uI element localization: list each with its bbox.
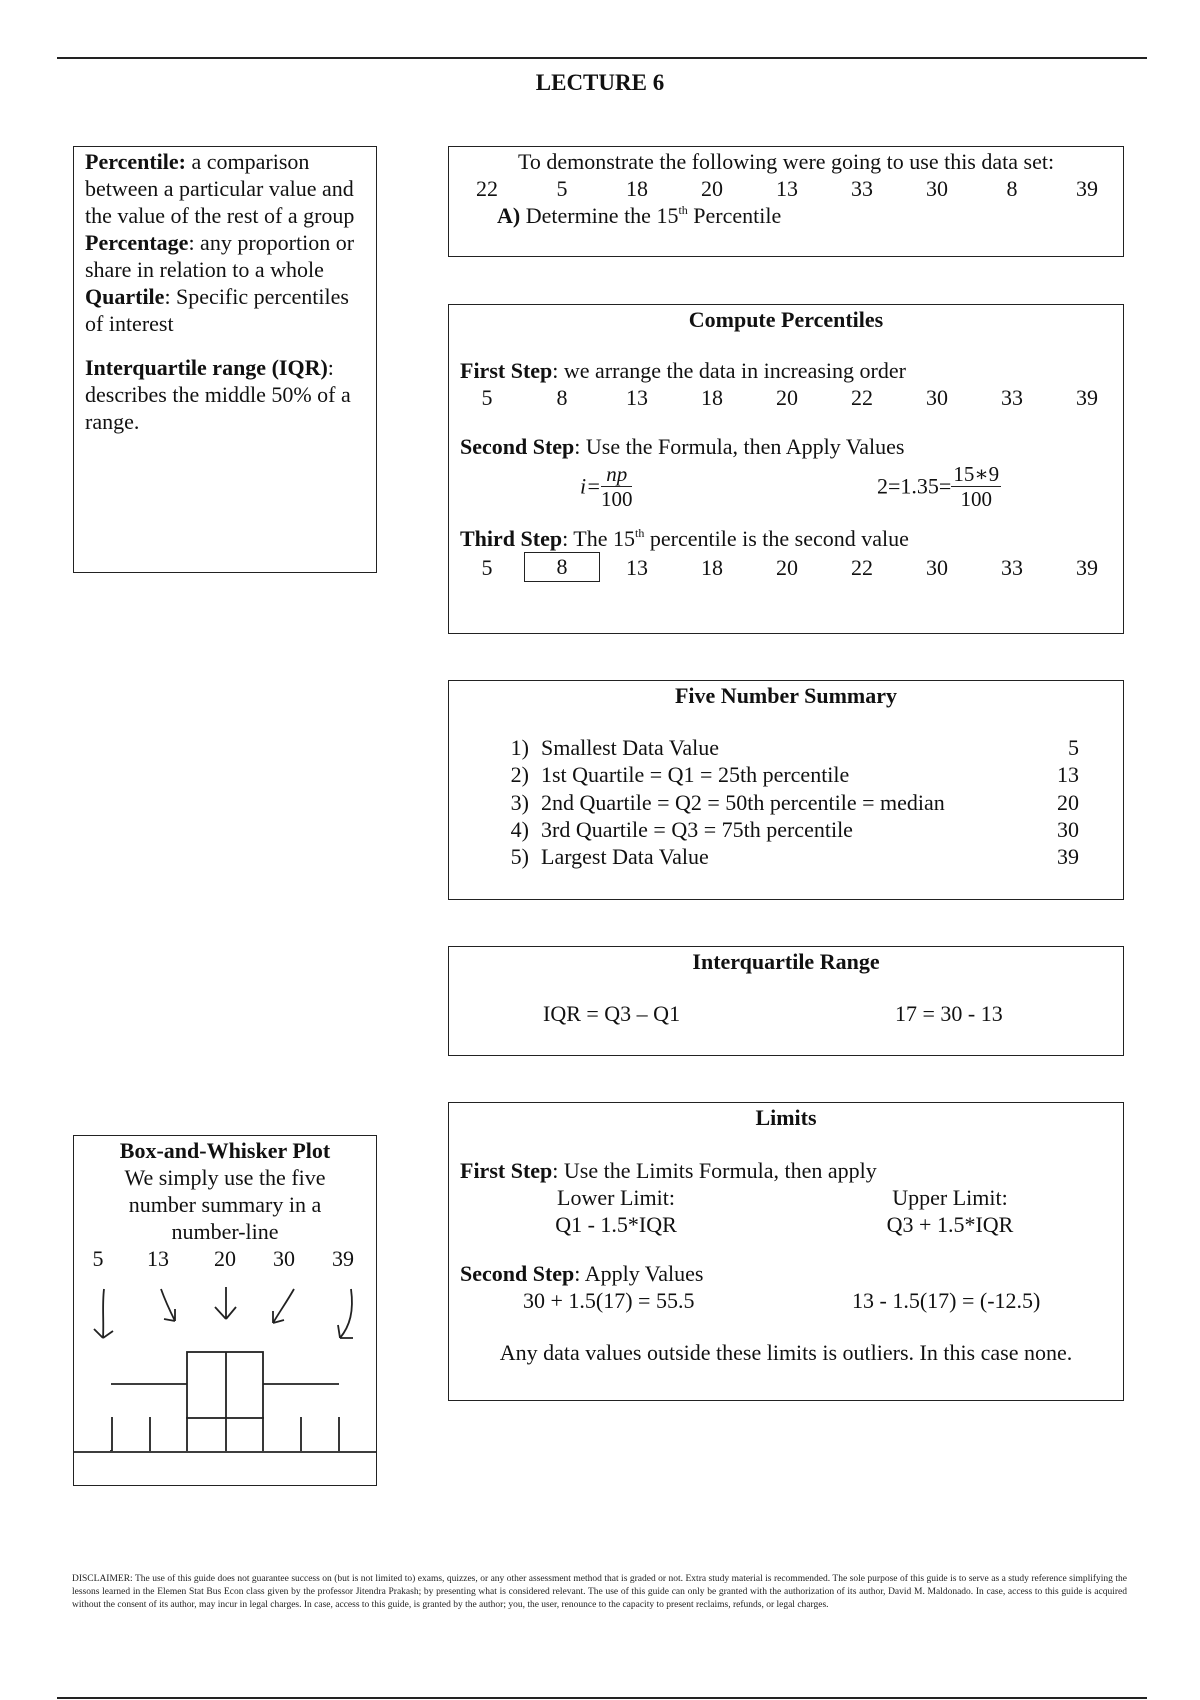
formula-numerator: np	[601, 462, 633, 487]
data-value: 8	[1006, 176, 1018, 201]
task-label: A)	[497, 203, 521, 228]
data-value: 13	[776, 176, 798, 201]
data-value: 30	[926, 176, 948, 201]
lower-limit-value: 13 - 1.5(17) = (-12.5)	[852, 1288, 1041, 1313]
percentile-definition	[85, 148, 366, 229]
upper-limit-label: Upper Limit:	[892, 1185, 1008, 1210]
sorted-value: 39	[1076, 555, 1098, 580]
number-line	[74, 1415, 376, 1461]
percentage-term: Percentage	[85, 230, 189, 255]
page-title: LECTURE 6	[535, 70, 665, 95]
applied-formula	[877, 462, 1001, 511]
item-label: 2nd Quartile = Q2 = 50th percentile = median	[541, 790, 945, 815]
arrow-13	[161, 1289, 175, 1321]
iqr-text: : describes the middle 50% of a range.	[85, 355, 351, 434]
compute-step1	[449, 357, 1123, 384]
sorted-value: 22	[851, 385, 873, 410]
percentile-term: Percentile:	[85, 149, 186, 174]
sorted-value: 22	[851, 555, 873, 580]
boxplot-value: 39	[332, 1246, 354, 1271]
demo-intro: To demonstrate the following were going to use this data set:	[517, 149, 1055, 174]
sorted-value: 5	[481, 555, 493, 580]
limits-box	[448, 1102, 1124, 1401]
item-label: Largest Data Value	[541, 844, 709, 869]
item-value: 30	[1057, 817, 1079, 842]
step3-sup: th	[635, 526, 645, 540]
definitions-box	[73, 146, 377, 573]
limits-values	[449, 1287, 1123, 1315]
sorted-value: 18	[701, 385, 723, 410]
percentile-formula	[580, 462, 632, 511]
iqr-formula: IQR = Q3 – Q1	[543, 1001, 681, 1026]
step1-label: First Step	[460, 358, 553, 383]
item-value: 39	[1057, 844, 1079, 869]
upper-limit-value: 30 + 1.5(17) = 55.5	[523, 1288, 695, 1313]
boxplot-value: 13	[147, 1246, 169, 1271]
highlighted-value: 8	[524, 552, 600, 582]
task-sup: th	[678, 203, 688, 217]
sorted-value: 5	[481, 385, 493, 410]
limits-step2	[449, 1260, 1123, 1287]
sorted-value: 20	[776, 555, 798, 580]
lower-limit-formula: Q1 - 1.5*IQR	[555, 1212, 677, 1237]
task-text: Determine the 15	[525, 203, 679, 228]
boxplot-value: 20	[214, 1246, 236, 1271]
item-label: 3rd Quartile = Q3 = 75th percentile	[541, 817, 853, 842]
step1-text: : we arrange the data in increasing order	[552, 358, 906, 383]
step3-text: : The 15	[562, 526, 636, 551]
arrow-30	[273, 1289, 294, 1323]
boxplot-value: 5	[92, 1246, 104, 1271]
step3-label: Third Step	[460, 526, 563, 551]
arrow-39	[338, 1289, 353, 1338]
boxplot-value: 30	[273, 1246, 295, 1271]
compute-title: Compute Percentiles	[688, 307, 884, 332]
applied-fraction	[951, 462, 1001, 511]
data-value: 5	[556, 176, 568, 201]
applied-numerator: 15∗9	[953, 462, 1000, 486]
compute-step2	[449, 433, 1123, 460]
item-number: 1)	[510, 735, 529, 760]
formula-lhs: i=	[580, 473, 601, 499]
data-value: 22	[476, 176, 498, 201]
data-value: 18	[626, 176, 648, 201]
five-number-title: Five Number Summary	[674, 683, 898, 708]
formula-row	[449, 460, 1123, 516]
boxplot-title: Box-and-Whisker Plot	[119, 1138, 331, 1163]
lower-limit-label: Lower Limit:	[557, 1185, 675, 1210]
item-value: 20	[1057, 790, 1079, 815]
lower-limit	[521, 1184, 711, 1238]
item-label: Smallest Data Value	[541, 735, 719, 760]
item-value: 5	[1068, 735, 1079, 760]
iqr-title: Interquartile Range	[692, 949, 880, 974]
sorted-value: 39	[1076, 385, 1098, 410]
step2-label: Second Step	[460, 434, 575, 459]
boxplot-values	[74, 1245, 376, 1273]
percentage-definition	[85, 229, 366, 283]
arrow-20	[215, 1287, 236, 1319]
limits-step2-text: : Apply Values	[574, 1261, 704, 1286]
item-number: 4)	[510, 817, 529, 842]
sorted-row-highlight	[449, 554, 1123, 581]
boxplot-description: We simply use the five number summary in a number-line	[124, 1165, 326, 1244]
sorted-value: 30	[926, 385, 948, 410]
quartile-term: Quartile	[85, 284, 165, 309]
iqr-applied: 17 = 30 - 13	[895, 1001, 1003, 1026]
percentage-text: : any proportion or share in relation to a whole	[85, 230, 355, 282]
sorted-value: 20	[776, 385, 798, 410]
item-value: 13	[1057, 762, 1079, 787]
bottom-rule	[57, 1697, 1147, 1699]
compute-percentiles-box	[448, 304, 1124, 634]
limits-labels	[449, 1184, 1123, 1238]
limits-conclusion: Any data values outside these limits is outliers. In this case none.	[499, 1340, 1073, 1365]
limits-step1-text: : Use the Limits Formula, then apply	[552, 1158, 877, 1183]
data-value: 20	[701, 176, 723, 201]
quartile-text: : Specific percentiles of interest	[85, 284, 349, 336]
item-number: 2)	[510, 762, 529, 787]
limits-step1-label: First Step	[460, 1158, 553, 1183]
demo-task	[449, 202, 1123, 229]
limits-title: Limits	[755, 1105, 817, 1130]
upper-limit-formula: Q3 + 1.5*IQR	[886, 1212, 1014, 1237]
sorted-value: 13	[626, 385, 648, 410]
item-number: 3)	[510, 790, 529, 815]
step3-text-end: percentile is the second value	[644, 526, 909, 551]
sorted-value: 18	[701, 555, 723, 580]
iqr-definition	[85, 354, 366, 435]
data-value: 39	[1076, 176, 1098, 201]
sorted-value: 13	[626, 555, 648, 580]
limits-step1	[449, 1157, 1123, 1184]
sorted-value: 30	[926, 555, 948, 580]
top-rule	[57, 57, 1147, 59]
five-number-summary-box	[448, 680, 1124, 900]
iqr-term: Interquartile range (IQR)	[85, 355, 328, 380]
box-whisker-box	[73, 1135, 377, 1486]
sorted-value: 33	[1001, 555, 1023, 580]
percentile-text: a comparison between a particular value and the value of the rest of a group	[85, 149, 355, 228]
data-value: 33	[851, 176, 873, 201]
item-number: 5)	[510, 844, 529, 869]
demo-data-row	[449, 175, 1123, 202]
formula-denominator: 100	[600, 487, 633, 511]
formula-fraction	[601, 462, 633, 511]
sorted-row	[449, 384, 1123, 411]
compute-step3	[449, 525, 1123, 552]
task-text-end: Percentile	[687, 203, 782, 228]
sorted-value: 33	[1001, 385, 1023, 410]
sorted-value: 8	[556, 385, 568, 410]
demo-box	[448, 146, 1124, 257]
item-label: 1st Quartile = Q1 = 25th percentile	[541, 762, 850, 787]
box-rect	[187, 1352, 263, 1418]
arrow-5	[94, 1289, 113, 1338]
limits-step2-label: Second Step	[460, 1261, 575, 1286]
disclaimer-text: DISCLAIMER: The use of this guide does not guarantee success on (but is not limited to) exams, quizzes, or any other assessment method that is graded or not. Extra study material is recommended. The sole purpose of this guide is to serve as a study reference simplifying the lessons learned in the Elemen Stat Bus Econ class given by the professor Jitendra Prakash; by presenting what is considered relevant. The use of this guide can only be granted with the authorization of its author, David M. Maldonado. In case, access to this guide is acquired without the consent of its author, may incur in legal charges. In case, access to this guide, is granted by the author; you, the user, renounce to the capacity to present reclaims, refunds, or legal charges.	[72, 1574, 1127, 1610]
step2-text: : Use the Formula, then Apply Values	[574, 434, 905, 459]
quartile-definition	[85, 283, 366, 337]
interquartile-range-box	[448, 946, 1124, 1056]
applied-denominator: 100	[960, 487, 992, 511]
upper-limit	[855, 1184, 1045, 1238]
applied-lhs: 2=1.35=	[877, 473, 952, 499]
